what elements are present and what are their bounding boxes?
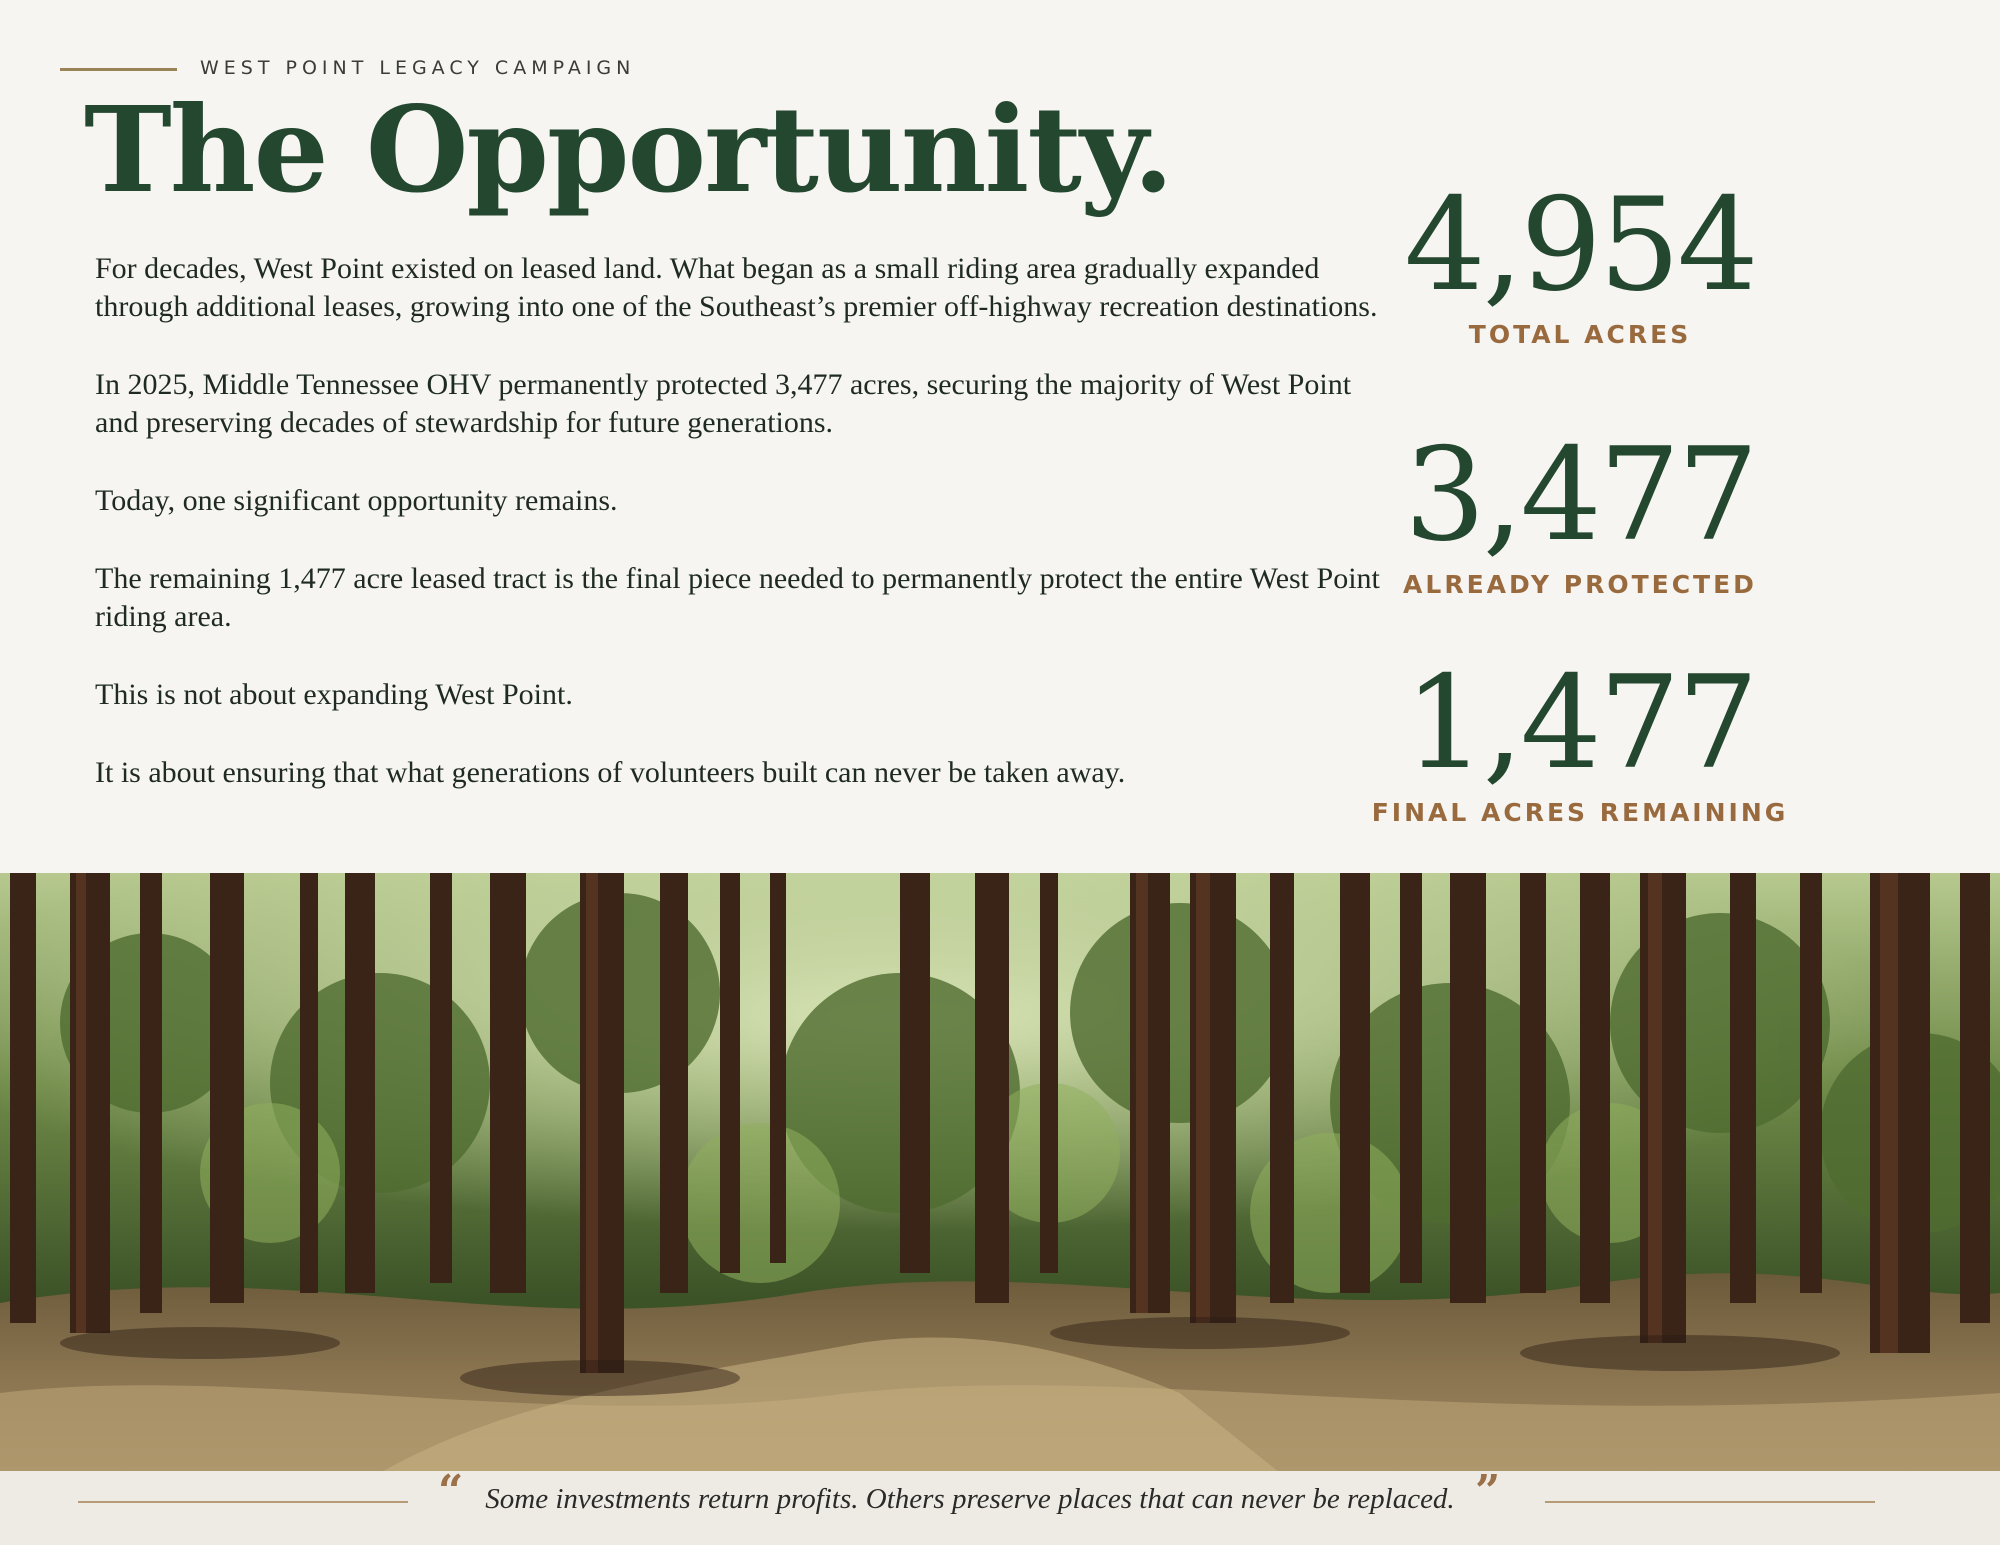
stat-value: 4,954: [1404, 171, 1756, 320]
stat-label: FINAL ACRES REMAINING: [1371, 798, 1789, 827]
body-paragraph: For decades, West Point existed on leased land. What began as a small riding area gradually expanded through additional leases, growing into one of the Southeast’s premier off-highway recreation destinations.: [95, 252, 1378, 323]
eyebrow-rule: [60, 68, 177, 71]
forest-illustration: [0, 873, 2000, 1473]
quote-rule-right: [1545, 1501, 1875, 1503]
quote-rule-left: [78, 1501, 408, 1503]
closing-quote: Some investments return profits. Others preserve places that can never be replaced.: [485, 1483, 1455, 1515]
stat-label: TOTAL ACRES: [1468, 320, 1692, 349]
body-paragraph: Today, one significant opportunity remains.: [95, 484, 618, 517]
close-quote-icon: ”: [1475, 1466, 1501, 1517]
stat-final-acres-remaining: [1365, 649, 1795, 827]
page-title: The Opportunity.: [84, 80, 1172, 219]
open-quote-icon: “: [438, 1466, 464, 1517]
eyebrow-label: WEST POINT LEGACY CAMPAIGN: [200, 57, 636, 79]
body-paragraph: This is not about expanding West Point.: [95, 678, 573, 711]
body-paragraph: The remaining 1,477 acre leased tract is the final piece needed to permanently protect the entire West Point riding area.: [95, 562, 1380, 633]
body-paragraph: In 2025, Middle Tennessee OHV permanently protected 3,477 acres, securing the majority of West Point and preserving decades of stewardship for future generations.: [95, 368, 1352, 439]
stat-label: ALREADY PROTECTED: [1403, 570, 1757, 599]
body-paragraph: It is about ensuring that what generations of volunteers built can never be taken away.: [95, 756, 1126, 789]
body-copy: [95, 250, 1385, 832]
stat-value: 3,477: [1404, 421, 1756, 570]
forest-photo: [0, 873, 2000, 1473]
stat-value: 1,477: [1404, 649, 1756, 798]
stat-already-protected: [1365, 421, 1795, 599]
stat-total-acres: [1365, 171, 1795, 349]
